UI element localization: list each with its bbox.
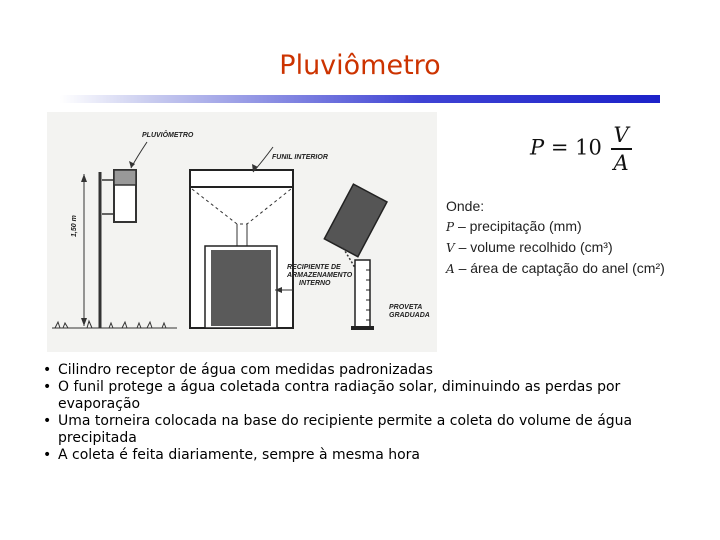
bullet-list bbox=[42, 362, 682, 464]
legend-text: – precipitação (mm) bbox=[457, 218, 582, 234]
legend-row-v bbox=[446, 237, 665, 258]
ground-line-icon bbox=[52, 321, 177, 328]
legend-symbol: A bbox=[446, 262, 455, 276]
label-recipiente bbox=[287, 264, 352, 288]
legend-symbol: P bbox=[446, 220, 455, 234]
legend-text: – volume recolhido (cm³) bbox=[458, 239, 613, 255]
slide-title: Pluviômetro bbox=[279, 50, 441, 81]
formula-lhs: P bbox=[530, 135, 545, 160]
title-underline bbox=[60, 95, 660, 103]
precipitation-formula bbox=[530, 122, 632, 176]
bullet-item: • O funil protege a água coletada contra radiação solar, diminuindo as perdas por evaporação bbox=[42, 379, 682, 413]
label-pluviometro: PLUVIÔMETRO bbox=[142, 132, 194, 139]
pouring-bottle-icon bbox=[324, 184, 387, 257]
label-proveta-line-2: GRADUADA bbox=[389, 312, 430, 319]
graduated-cylinder-icon bbox=[351, 260, 374, 330]
pluviometer-diagram bbox=[47, 112, 437, 352]
label-height: 1,50 m bbox=[71, 215, 78, 237]
bullet-item: • A coleta é feita diariamente, sempre à mesma hora bbox=[42, 447, 682, 464]
label-proveta-line-1: PROVETA bbox=[389, 304, 423, 311]
label-recipiente-line-3: INTERNO bbox=[299, 280, 331, 287]
label-recipiente-line-2: ARMAZENAMENTO bbox=[287, 272, 353, 279]
legend-heading: Onde: bbox=[446, 198, 485, 214]
diagram-drawing bbox=[47, 112, 437, 352]
formula-fraction bbox=[611, 122, 632, 176]
bullet-item: • Uma torneira colocada na base do recipiente permite a coleta do volume de água precipitada bbox=[42, 413, 682, 447]
legend-text: – área de captação do anel (cm²) bbox=[458, 260, 665, 276]
bullet-item: • Cilindro receptor de água com medidas padronizadas bbox=[42, 362, 682, 379]
formula-denominator: A bbox=[613, 151, 629, 175]
formula-legend bbox=[446, 196, 665, 279]
legend-row-a bbox=[446, 258, 665, 279]
pole-gauge-icon bbox=[100, 142, 147, 328]
legend-row-p bbox=[446, 216, 665, 237]
formula-numerator: V bbox=[611, 122, 632, 150]
label-recipiente-line-1: RECIPIENTE DE bbox=[287, 264, 341, 271]
gauge-cutaway-icon bbox=[190, 147, 293, 328]
formula-equals: = 10 bbox=[550, 135, 602, 160]
height-dimension-icon bbox=[81, 174, 87, 326]
legend-symbol: V bbox=[446, 241, 455, 255]
label-proveta bbox=[389, 304, 430, 320]
label-funil-interior: FUNIL INTERIOR bbox=[272, 154, 328, 161]
